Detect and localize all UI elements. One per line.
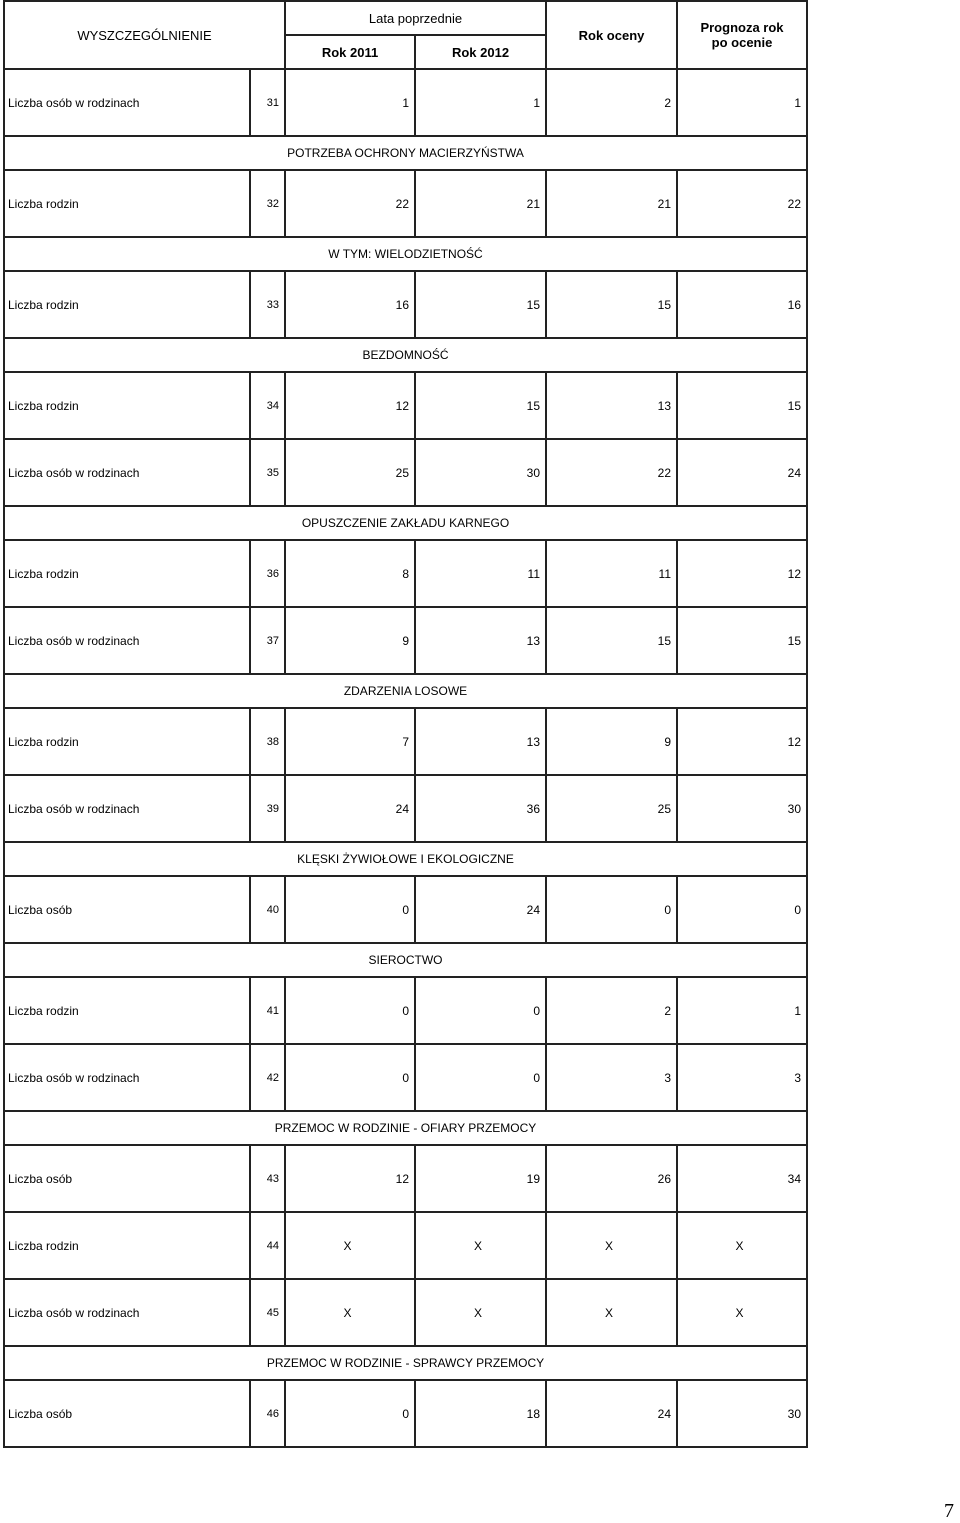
row-label: Liczba osób — [4, 876, 250, 943]
section-title: BEZDOMNOŚĆ — [4, 338, 807, 372]
row-label: Liczba osób — [4, 1145, 250, 1212]
value-2012: 15 — [415, 372, 546, 439]
row-label: Liczba rodzin — [4, 170, 250, 237]
value-2012: 21 — [415, 170, 546, 237]
value-2012: 19 — [415, 1145, 546, 1212]
value-forecast: 34 — [677, 1145, 807, 1212]
value-forecast: 16 — [677, 271, 807, 338]
value-2011: 25 — [285, 439, 415, 506]
section-title: SIEROCTWO — [4, 943, 807, 977]
row-number: 38 — [250, 708, 285, 775]
header-forecast — [677, 1, 807, 69]
table-row — [4, 372, 807, 439]
row-number: 33 — [250, 271, 285, 338]
value-forecast: 1 — [677, 69, 807, 136]
section-row — [4, 674, 807, 708]
table-row — [4, 1279, 807, 1346]
row-number: 39 — [250, 775, 285, 842]
row-label: Liczba rodzin — [4, 708, 250, 775]
row-label: Liczba osób w rodzinach — [4, 775, 250, 842]
value-assessment-year: 15 — [546, 271, 677, 338]
value-forecast: 12 — [677, 540, 807, 607]
section-row — [4, 237, 807, 271]
value-2012: 13 — [415, 708, 546, 775]
row-label: Liczba osób w rodzinach — [4, 69, 250, 136]
value-forecast: 12 — [677, 708, 807, 775]
header-assessment-year: Rok oceny — [546, 1, 677, 69]
value-2012: 11 — [415, 540, 546, 607]
value-2011: X — [285, 1212, 415, 1279]
value-2011: 12 — [285, 1145, 415, 1212]
table-row — [4, 1145, 807, 1212]
value-forecast: 15 — [677, 372, 807, 439]
value-2011: 0 — [285, 977, 415, 1044]
section-title: OPUSZCZENIE ZAKŁADU KARNEGO — [4, 506, 807, 540]
row-number: 43 — [250, 1145, 285, 1212]
value-forecast: 0 — [677, 876, 807, 943]
value-2012: 0 — [415, 1044, 546, 1111]
value-assessment-year: 11 — [546, 540, 677, 607]
table-row — [4, 170, 807, 237]
row-label: Liczba osób — [4, 1380, 250, 1447]
table-row — [4, 876, 807, 943]
value-2011: 12 — [285, 372, 415, 439]
row-number: 45 — [250, 1279, 285, 1346]
value-forecast: 30 — [677, 1380, 807, 1447]
value-2011: 7 — [285, 708, 415, 775]
section-title: W TYM: WIELODZIETNOŚĆ — [4, 237, 807, 271]
value-2012: X — [415, 1212, 546, 1279]
value-assessment-year: 21 — [546, 170, 677, 237]
row-label: Liczba rodzin — [4, 1212, 250, 1279]
value-assessment-year: 24 — [546, 1380, 677, 1447]
section-title: KLĘSKI ŻYWIOŁOWE I EKOLOGICZNE — [4, 842, 807, 876]
row-label: Liczba osób w rodzinach — [4, 1279, 250, 1346]
value-2011: 22 — [285, 170, 415, 237]
row-label: Liczba osób w rodzinach — [4, 1044, 250, 1111]
row-label: Liczba rodzin — [4, 271, 250, 338]
row-number: 37 — [250, 607, 285, 674]
header-forecast-line2: po ocenie — [711, 35, 773, 50]
row-number: 44 — [250, 1212, 285, 1279]
value-2011: 9 — [285, 607, 415, 674]
section-row — [4, 842, 807, 876]
row-number: 35 — [250, 439, 285, 506]
row-number: 41 — [250, 977, 285, 1044]
row-label: Liczba osób w rodzinach — [4, 439, 250, 506]
value-forecast: 30 — [677, 775, 807, 842]
table-row — [4, 775, 807, 842]
value-assessment-year: 25 — [546, 775, 677, 842]
value-2012: X — [415, 1279, 546, 1346]
value-assessment-year: X — [546, 1279, 677, 1346]
table-row — [4, 977, 807, 1044]
table-row — [4, 607, 807, 674]
value-2012: 36 — [415, 775, 546, 842]
value-2012: 15 — [415, 271, 546, 338]
value-assessment-year: 2 — [546, 977, 677, 1044]
table-row — [4, 1212, 807, 1279]
value-assessment-year: 26 — [546, 1145, 677, 1212]
row-number: 46 — [250, 1380, 285, 1447]
section-title: PRZEMOC W RODZINIE - SPRAWCY PRZEMOCY — [4, 1346, 807, 1380]
row-label: Liczba rodzin — [4, 540, 250, 607]
row-label: Liczba rodzin — [4, 977, 250, 1044]
value-2012: 1 — [415, 69, 546, 136]
row-number: 31 — [250, 69, 285, 136]
table-row — [4, 439, 807, 506]
header-description: WYSZCZEGÓLNIENIE — [4, 1, 285, 69]
section-row — [4, 943, 807, 977]
value-forecast: X — [677, 1279, 807, 1346]
row-number: 32 — [250, 170, 285, 237]
table-row — [4, 708, 807, 775]
row-number: 34 — [250, 372, 285, 439]
value-2012: 18 — [415, 1380, 546, 1447]
section-row — [4, 338, 807, 372]
value-assessment-year: 9 — [546, 708, 677, 775]
value-2012: 24 — [415, 876, 546, 943]
table-row — [4, 1044, 807, 1111]
table-row — [4, 1380, 807, 1447]
value-forecast: 24 — [677, 439, 807, 506]
row-number: 42 — [250, 1044, 285, 1111]
value-forecast: X — [677, 1212, 807, 1279]
value-assessment-year: 22 — [546, 439, 677, 506]
value-2012: 13 — [415, 607, 546, 674]
value-forecast: 15 — [677, 607, 807, 674]
value-2011: X — [285, 1279, 415, 1346]
row-label: Liczba osób w rodzinach — [4, 607, 250, 674]
page-number: 7 — [944, 1500, 954, 1522]
value-2011: 1 — [285, 69, 415, 136]
value-2011: 0 — [285, 876, 415, 943]
section-row — [4, 136, 807, 170]
section-row — [4, 1111, 807, 1145]
header-year-2011: Rok 2011 — [285, 35, 415, 69]
section-title: POTRZEBA OCHRONY MACIERZYŃSTWA — [4, 136, 807, 170]
section-row — [4, 506, 807, 540]
value-assessment-year: 2 — [546, 69, 677, 136]
value-assessment-year: 0 — [546, 876, 677, 943]
value-assessment-year: 15 — [546, 607, 677, 674]
row-label: Liczba rodzin — [4, 372, 250, 439]
value-2011: 24 — [285, 775, 415, 842]
header-forecast-line1: Prognoza rok — [700, 20, 784, 35]
header-year-2012: Rok 2012 — [415, 35, 546, 69]
value-2011: 16 — [285, 271, 415, 338]
value-forecast: 1 — [677, 977, 807, 1044]
section-title: ZDARZENIA LOSOWE — [4, 674, 807, 708]
section-row — [4, 1346, 807, 1380]
value-2012: 0 — [415, 977, 546, 1044]
value-2011: 8 — [285, 540, 415, 607]
table-row — [4, 271, 807, 338]
value-2011: 0 — [285, 1044, 415, 1111]
table-row — [4, 540, 807, 607]
row-number: 36 — [250, 540, 285, 607]
statistics-table — [3, 0, 808, 1448]
section-title: PRZEMOC W RODZINIE - OFIARY PRZEMOCY — [4, 1111, 807, 1145]
row-number: 40 — [250, 876, 285, 943]
value-2011: 0 — [285, 1380, 415, 1447]
value-assessment-year: X — [546, 1212, 677, 1279]
value-forecast: 3 — [677, 1044, 807, 1111]
value-forecast: 22 — [677, 170, 807, 237]
value-assessment-year: 13 — [546, 372, 677, 439]
table-row — [4, 69, 807, 136]
value-2012: 30 — [415, 439, 546, 506]
value-assessment-year: 3 — [546, 1044, 677, 1111]
header-prior-years: Lata poprzednie — [285, 1, 546, 35]
